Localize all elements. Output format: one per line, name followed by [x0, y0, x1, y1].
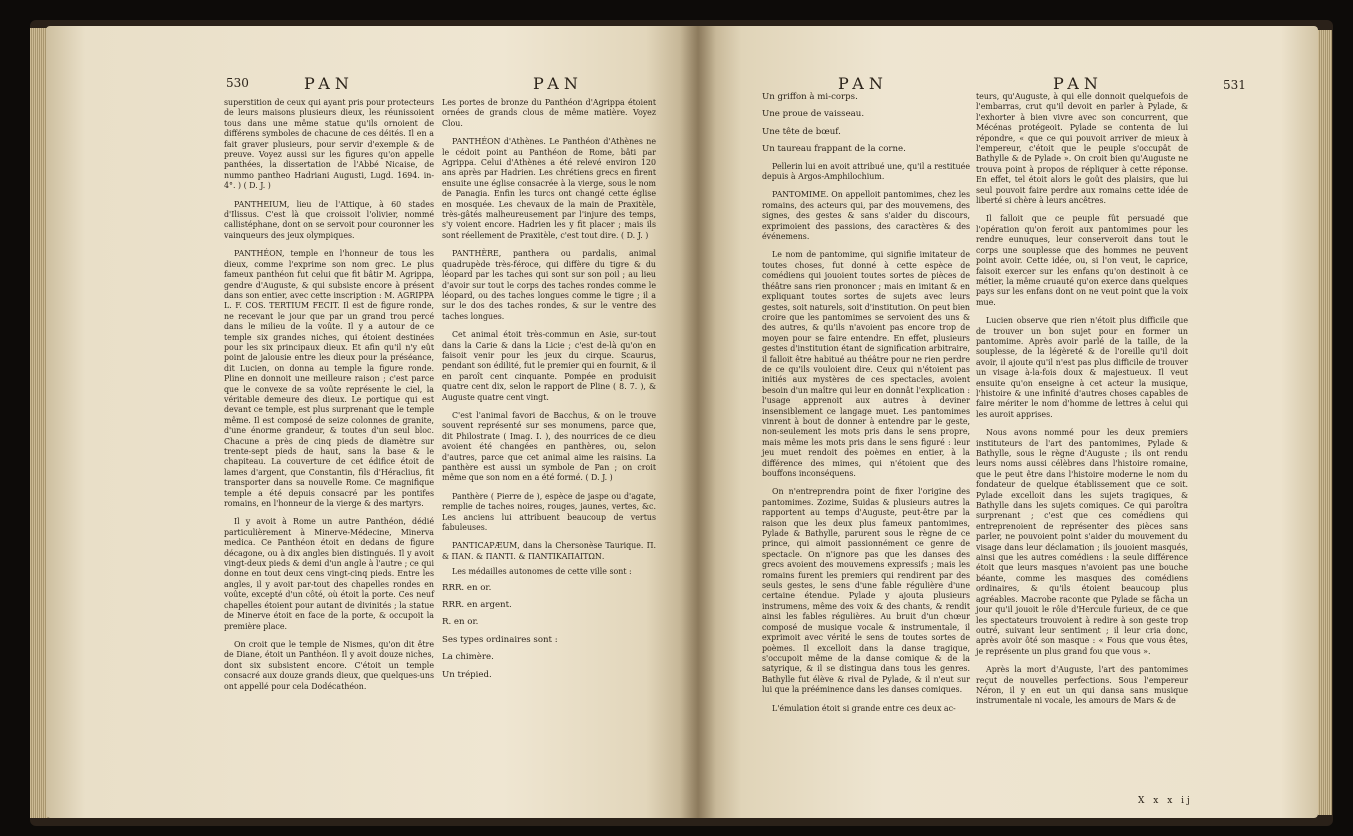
paragraph: Il y avoit à Rome un autre Panthéon, dédié particulièrement à Minerve-Médecine, Minerva medica. Ce Panthéon étoit en dedans de figure décagone, ou à dix angles bien distingués. Il y avoit vingt-deux pieds & demi d'un angle à l'autre ; ce qui donne en tout deux cens vingt-cinq pieds. Entre les angles, il y avoit par-tout des chapelles rondes en voûte, excepté d'un côté, où étoit la porte. Ces neuf chapelles étoient pour autant de divinités ; la statue de Minerve étoit en face de la porte, & occupoit la première place.	[224, 517, 434, 631]
left-page-column-2	[442, 98, 656, 798]
running-head-left: PAN	[838, 74, 888, 93]
paragraph: superstition de ceux qui ayant pris pour protecteurs de leurs maisons plusieurs dieux, les réunissoient tous dans une même statue qu'ils ornoient de différens symboles de chacune de ces déités. Il en a fait graver plusieurs, pour servir d'exemple & de preuve. Voyez aussi sur les figures qu'on appelle panthées, la dissertation de l'Abbé Nicaise, de nummo pantheo Hadriani Augusti, Lugd. 1694. in-4°. ) ( D. J. )	[224, 98, 434, 191]
paragraph: Les médailles autonomes de cette ville sont :	[452, 567, 632, 577]
signature-mark: X x x ij	[1138, 796, 1193, 806]
entry-pantheium: PANTHEIUM, lieu de l'Attique, à 60 stades d'Ilissus. C'est là que croissoit l'olivier, nommé callistéphane, dont on se servoit pour couronner les vainqueurs des jeux olympiques.	[224, 199, 434, 240]
entry-panthere-pierre: Panthère ( Pierre de ), espèce de jaspe ou d'agate, remplie de taches noires, rouges, jaunes, vertes, &c. Les anciens lui attribuent beaucoup de vertus fabuleuses.	[442, 491, 656, 533]
running-head-right: PAN	[533, 74, 583, 93]
paragraph: Les portes de bronze du Panthéon d'Agrippa étoient ornées de grands clous de même matière. Voyez Clou.	[442, 98, 656, 128]
paragraph: Pellerin lui en avoit attribué une, qu'il a restituée depuis à Argos-Amphilochium.	[762, 161, 970, 182]
paragraph: C'est l'animal favori de Bacchus, & on le trouve souvent représenté sur ses monumens, parce que, dit Philostrate ( Imag. I. ), des nourrices de ce dieu avoient été changées en panthères, ou, selon d'autres, parce que cet animal aime les raisins. La panthère est aussi un symbole de Pan ; on croit même que son nom en a été formé. ( D. J. )	[442, 410, 656, 483]
paragraph: L'émulation étoit si grande entre ces deux ac-	[772, 703, 956, 713]
list-item: R. en or.	[442, 617, 479, 628]
list-item: Un griffon à mi-corps.	[762, 92, 858, 102]
running-head-left: PAN	[304, 74, 354, 93]
list-item: Un taureau frappant de la corne.	[762, 144, 906, 155]
list-item: La chimère.	[442, 652, 494, 663]
right-page-column-2	[976, 92, 1188, 787]
entry-pantomime: PANTOMIME. On appelloit pantomimes, chez les romains, des acteurs qui, par des mouvemens, des signes, des gestes & sans s'aider du discours, exprimoient des passions, des caractères & des événemens.	[762, 190, 970, 242]
paragraph: On croit que le temple de Nismes, qu'on dit être de Diane, étoit un Panthéon. Il y avoit douze niches, dont six subsistent encore. C'étoit un temple consacré aux douze grands dieux, que quelques-uns ont appellé pour cela Dodécathéon.	[224, 639, 434, 691]
left-page	[46, 26, 698, 818]
paragraph: Le nom de pantomime, qui signifie imitateur de toutes choses, fut donné à cette espèce de comédiens qui jouoient toutes sortes de pièces de théâtre sans rien prononcer ; mais en imitant & en expliquant toutes sortes de sujets avec leurs gestes, soit naturels, soit d'institution. On peut bien croire que les pantomimes se servoient des uns & des autres, & qu'ils n'avoient pas encore trop de moyen pour se faire entendre. En effet, plusieurs gestes d'institution étant de signification arbitraire, il falloit être habitué au théâtre pour ne rien perdre de ce qu'ils vouloient dire. Ceux qui n'étoient pas initiés aux mystères de ces spectacles, avoient besoin d'un maître qui leur en donnât l'explication : l'usage apprenoit aux autres à deviner insensiblement ce langage muet. Les pantomimes vinrent à bout de donner à entendre par le geste, non-seulement les mots pris dans le sens propre, mais même les mots pris dans le sens figuré : leur jeu muet rendoit des poèmes en entier, à la différence des mimes, qui n'étoient que des bouffons inconséquens.	[762, 250, 970, 478]
list-item: Ses types ordinaires sont :	[442, 634, 558, 645]
list-item: Une proue de vaisseau.	[762, 109, 865, 120]
page-edges-right	[1318, 30, 1332, 815]
paragraph: Il falloit que ce peuple fût persuadé que l'opération qu'on feroit aux pantomimes pour les rendre eunuques, leur conserveroit dans tout le corps une souplesse que des hommes ne peuvent point avoir. Cette idée, ou, si l'on veut, le caprice, faisoit exercer sur les enfans qu'on destinoit à ce métier, la même cruauté qu'on exerce dans quelques pays sur les enfans dont on ne veut point que la voix mue.	[976, 214, 1188, 307]
paragraph: Cet animal étoit très-commun en Asie, sur-tout dans la Carie & dans la Licie ; c'est de-là qu'on en faisoit venir pour les jeux du cirque. Scaurus, pendant son édilité, fut le premier qui en fournit, & il en paroît cent cinquante. Pompée en produisit quatre cent dix, selon le rapport de Pline ( 8. 7. ), & Auguste quatre cent vingt.	[442, 330, 657, 402]
list-item: Un trépied.	[442, 669, 492, 680]
right-page	[698, 26, 1318, 818]
paragraph: teurs, qu'Auguste, à qui elle donnoit quelquefois de l'embarras, crut qu'il devoit en parler à Pylade, & l'exhorter à bien vivre avec son concurrent, que Mécénas protégeoit. Pylade se contenta de lui répondre, « que ce qui pouvoit arriver de mieux à l'empereur, c'étoit que le peuple s'occupât de Bathylle & de Pylade ». On croit bien qu'Auguste ne trouva point à propos de répliquer à cette réponse. En effet, tel étoit alors le goût des plaisirs, que lui seul pouvoit faire perdre aux romains cette idée de liberté si chère à leurs ancêtres.	[976, 92, 1188, 206]
paragraph: Nous avons nommé pour les deux premiers instituteurs de l'art des pantomimes, Pylade & Bathylle, sous le règne d'Auguste ; ils ont rendu leurs noms aussi célèbres dans l'histoire romaine, que le peut être dans l'histoire moderne le nom du fondateur de quelque établissement que ce soit. Pylade excelloit dans les sujets tragiques, & Bathylle dans les sujets comiques. Ce qui paroîtra surprenant ; c'est que ces comédiens qui entreprenoient de représenter des pièces sans parler, ne pouvoient point s'aider du mouvement du visage dans leur déclamation ; ils jouoient masqués, ainsi que les autres comédiens : la seule différence étoit que leurs masques n'avoient pas une bouche béante, comme les masques des comédiens ordinaires, & qu'ils étoient beaucoup plus agréables. Macrobe raconte que Pylade se fâcha un jour qu'il jouoit le rôle d'Hercule furieux, de ce que les spectateurs trouvoient à redire à son geste trop outré, suivant leur sentiment ; il leur cria donc, après avoir ôté son masque : « Fous que vous êtes, je représente un plus grand fou que vous ».	[976, 428, 1188, 656]
right-page-column-1	[762, 92, 970, 792]
paragraph: On n'entreprendra point de fixer l'origine des pantomimes. Zozime, Suidas & plusieurs autres la rapportent au temps d'Auguste, peut-être par la raison que les deux plus fameux pantomimes, Pylade & Bathylle, parurent sous le règne de ce prince, qui aimoit passionnément ce genre de spectacle. On n'ignore pas que les danses des grecs avoient des mouvemens expressifs ; mais les romains furent les premiers qui rendirent par des seuls gestes, le sens d'une fable régulière d'une certaine étendue. Pylade y ajouta plusieurs instrumens, même des voix & des chants, & rendit ainsi les fables régulières. Au bruit d'un chœur composé de musique vocale & instrumentale, il exprimoit avec vérité le sens de toutes sortes de poèmes. Il excelloit dans la danse tragique, s'occupoit même de la danse comique & de la satyrique, & il se distingua dans tous les genres. Bathylle fut élève & rival de Pylade, & il n'eut sur lui que la prééminence dans les danses comiques.	[762, 487, 970, 695]
list-item: Une tête de bœuf.	[762, 126, 841, 137]
running-head-right: PAN	[1053, 74, 1103, 93]
paragraph: Après la mort d'Auguste, l'art des pantomimes reçut de nouvelles perfections. Sous l'empereur Néron, il y en eut un qui dansa sans musique instrumentale ni vocale, les amours de Mars & de	[976, 665, 1188, 706]
entry-panthere: PANTHÈRE, panthera ou pardalis, animal quadrupède très-féroce, qui diffère du tigre & du léopard par les taches qui sont sur son poil ; au lieu d'avoir sur tout le corps des taches rondes comme le léopard, ou des taches longues comme le tigre ; il a sur le dos des taches rondes, & sur le ventre des taches longues.	[442, 249, 656, 321]
paragraph: Lucien observe que rien n'étoit plus difficile que de trouver un bon sujet pour en former un pantomime. Après avoir parlé de la taille, de la souplesse, de la légèreté & de l'oreille qu'il doit avoir, il ajoute qu'il n'est pas plus difficile de trouver un visage à-la-fois doux & majestueux. Il veut ensuite qu'on enseigne à cet acteur la musique, l'histoire & une infinité d'autres choses capables de faire mériter le nom d'homme de lettres à celui qui les auroit apprises.	[976, 316, 1188, 419]
page-number: 531	[1223, 78, 1246, 92]
entry-pantheon: PANTHÉON, temple en l'honneur de tous les dieux, comme l'exprime son nom grec. Le plus fameux panthéon fut celui que fit bâtir M. Agrippa, gendre d'Auguste, & qui subsiste encore à présent dans son entier, avec cette inscription : M. AGRIPPA L. F. COS. TERTIUM FECIT. Il est de figure ronde, ne recevant le jour que par un grand trou percé dans le milieu de la voûte. Il y a autour de ce temple six grandes niches, qui étoient destinées pour les six principaux dieux. Et afin qu'il n'y eût point de jalousie entre les dieux pour la préséance, dit Lucien, on donna au temple la figure ronde. Pline en donnoit une meilleure raison ; c'est parce que le convexe de sa voûte représente le ciel, la véritable demeure des dieux. Le portique qui est devant ce temple, est plus surprenant que le temple même. Il est composé de seize colonnes de granite, d'une énorme grandeur, & toutes d'un seul bloc. Chacune a près de cinq pieds de diamètre sur trente-sept pieds de haut, sans la base & le chapiteau. La couverture de cet édifice étoit de lames d'argent, que Constantin, fils d'Héraclius, fit transporter dans sa nouvelle Rome. Ce magnifique temple a été depuis consacré par les pontifes romains, en l'honneur de la vierge & des martyrs.	[224, 249, 434, 509]
entry-panticapaeum: PANTICAPÆUM, dans la Chersonèse Taurique. Π. & ΠΑΝ. & ΠΑΝΤΙ. & ΠΑΝΤΙΚΑΠΑΙΤΩΝ.	[442, 541, 656, 561]
entry-pantheon-athenes: PANTHÉON d'Athènes. Le Panthéon d'Athènes ne le cédoit point au Panthéon de Rome, bâti par Agrippa. Celui d'Athènes a été relevé environ 120 ans après par Hadrien. Les chrétiens grecs en firent ensuite une église consacrée à la vierge, sous le nom de Panagia. Enfin les turcs ont changé cette église en mosquée. Les chevaux de la main de Praxitèle, très-gâtés malheureusement par l'injure des temps, s'y voient encore. Hadrien les y fit placer ; mais ils sont réellement de Praxitèle, c'est tout dire. ( D. J. )	[442, 137, 656, 240]
list-item: RRR. en argent.	[442, 600, 512, 611]
page-number: 530	[226, 76, 249, 90]
left-page-column-1	[224, 98, 434, 788]
list-item: RRR. en or.	[442, 582, 492, 593]
